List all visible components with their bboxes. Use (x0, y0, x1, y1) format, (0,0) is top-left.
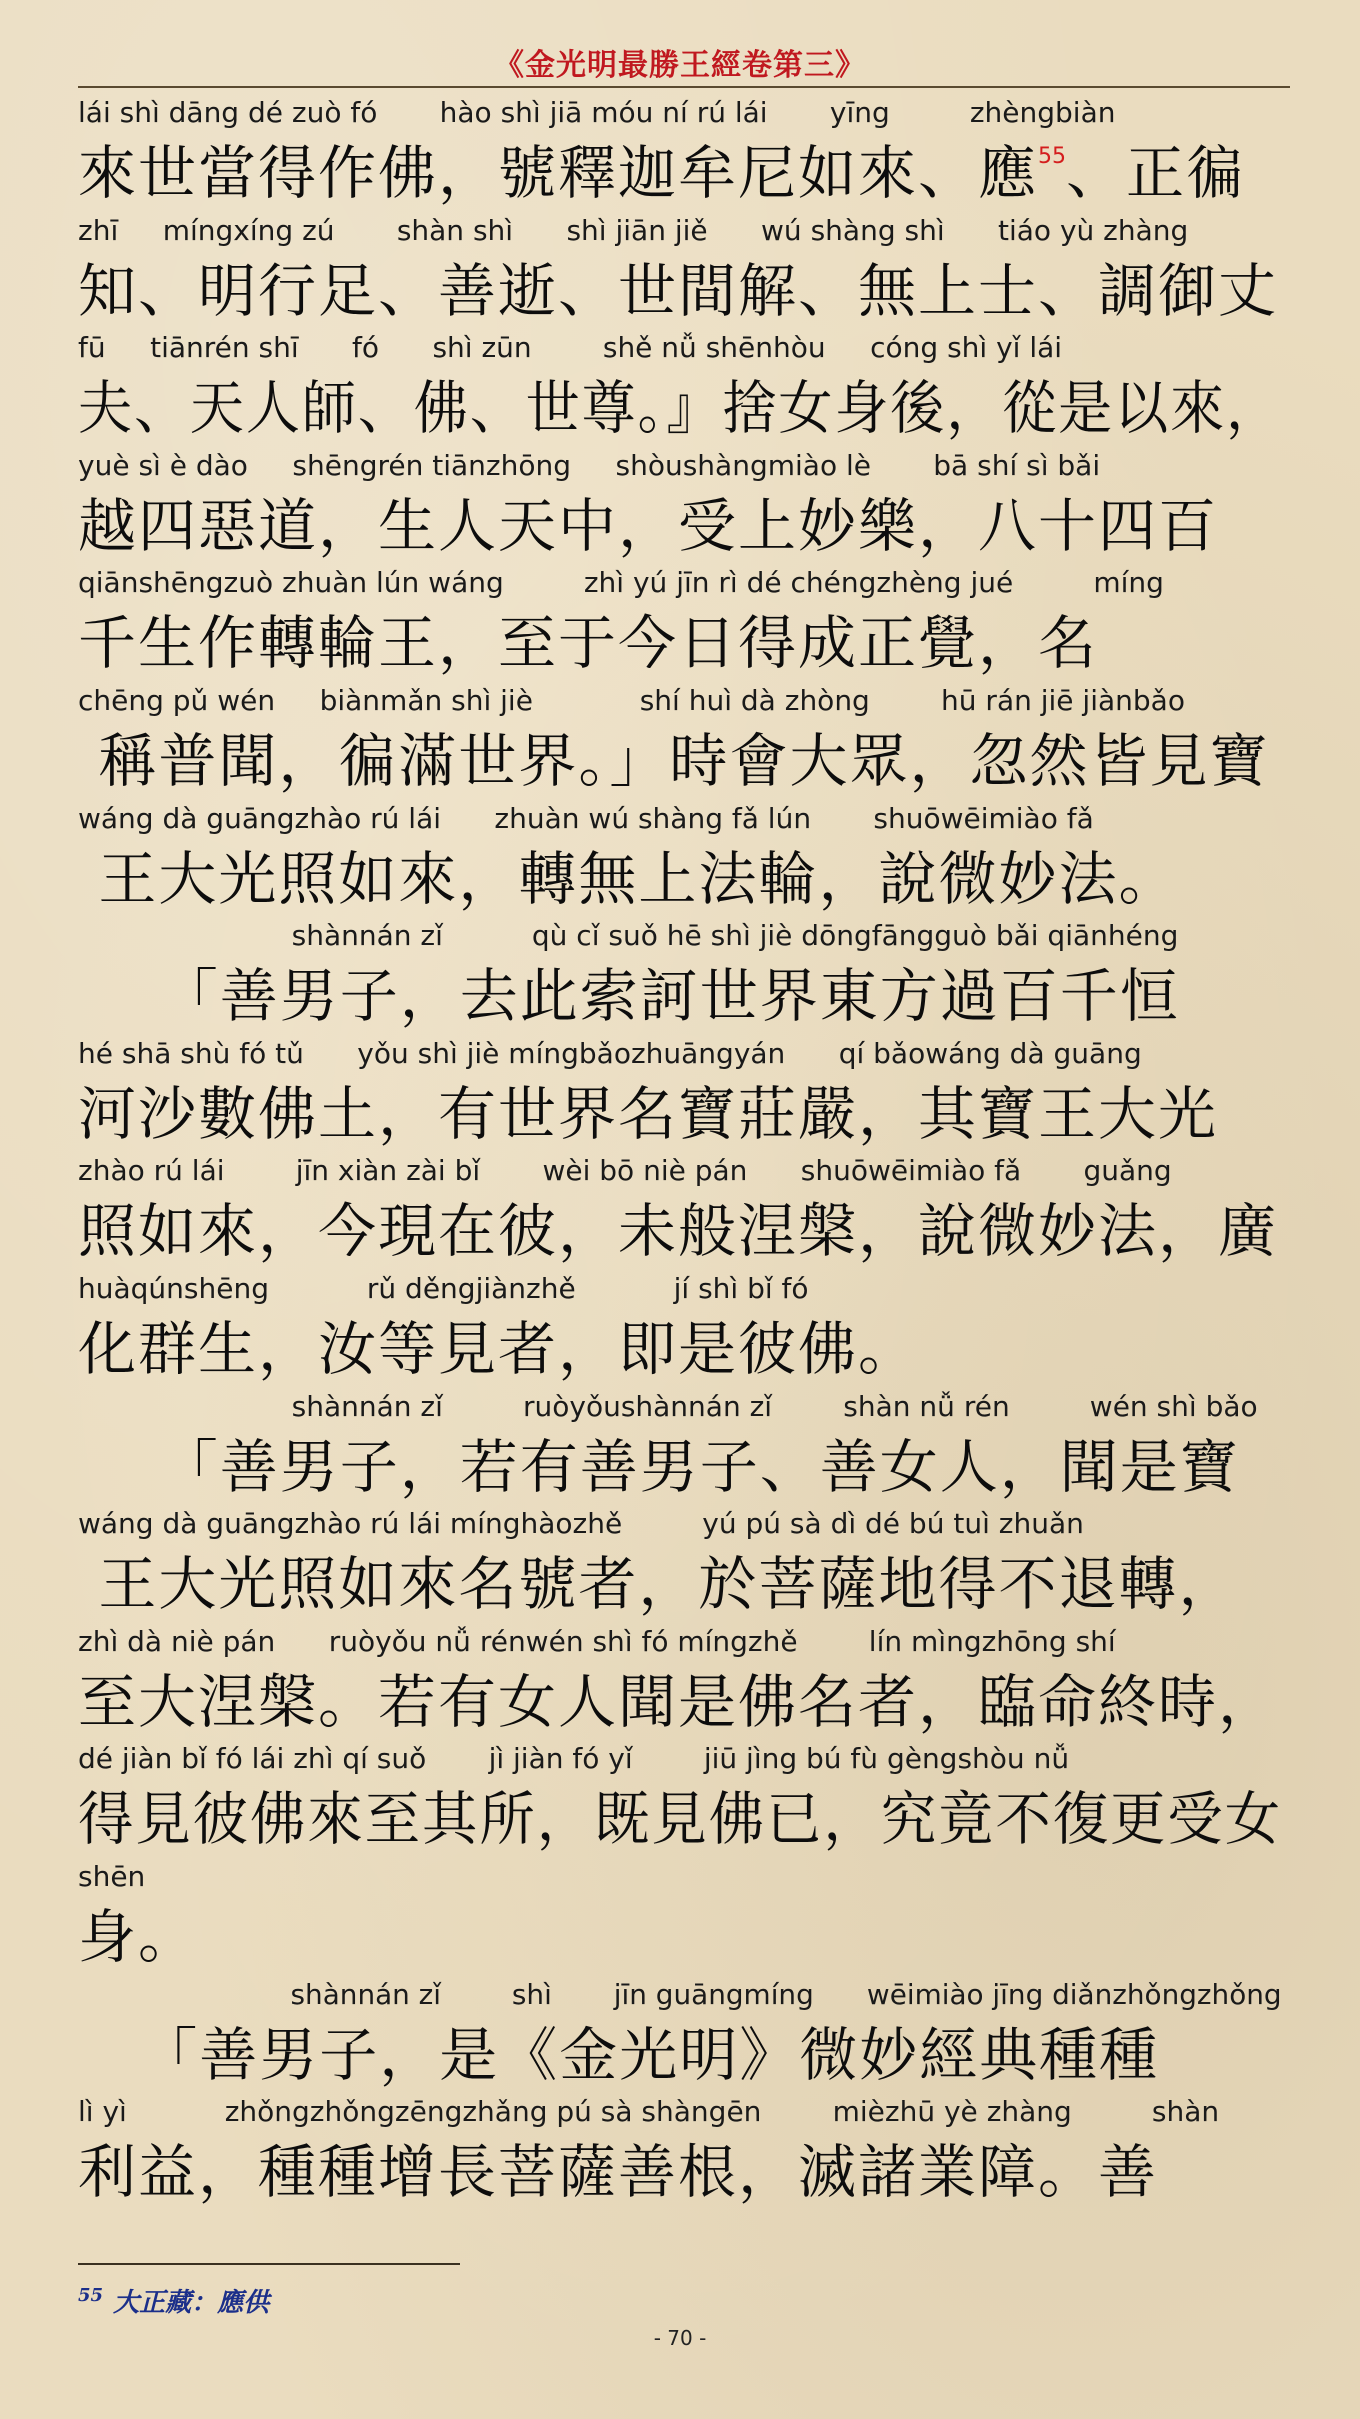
pinyin-annotation: dé jiàn bǐ fó lái zhì qí suǒ jì jiàn fó yǐ jiū jìng bú fù gèngshòu nǚ (78, 1742, 1070, 1776)
text-line (0, 684, 1360, 802)
scripture-text (78, 1067, 1218, 1151)
text-line (0, 96, 1360, 214)
text-line (0, 919, 1360, 1037)
scripture-text-segment: 「善男子，若有善男子、善女人，聞是寶 (78, 1432, 1240, 1501)
text-line (0, 1390, 1360, 1508)
footnote-divider (78, 2263, 460, 2265)
scripture-text-segment: 河沙數佛土，有世界名寶莊嚴，其寶王大光 (78, 1079, 1219, 1148)
footnote-number: 55 (78, 2285, 104, 2306)
scripture-text-segment: 照如來，今現在彼，未般涅槃，說微妙法，廣 (78, 1197, 1279, 1266)
scripture-text-segment: 、正徧 (1066, 139, 1247, 207)
pinyin-annotation: lái shì dāng dé zuò fó hào shì jiā móu ní rú lái yīng zhèngbiàn (78, 96, 1116, 129)
text-line (0, 566, 1360, 684)
text-line (0, 1037, 1360, 1155)
text-line (0, 1154, 1360, 1272)
text-line (0, 1625, 1360, 1743)
page-header-title: 《金光明最勝王經卷第三》 (494, 48, 866, 83)
pinyin-annotation: fū tiānrén shī fó shì zūn shě nǚ shēnhòu cóng shì yǐ lái (78, 331, 1063, 365)
scripture-text (78, 1537, 1238, 1621)
text-line (0, 1272, 1360, 1390)
scripture-text-segment: 越四惡道，生人天中，受上妙樂，八十四百 (78, 491, 1219, 560)
page-number: - 70 - (653, 2326, 707, 2350)
pinyin-annotation: lì yì zhǒngzhǒngzēngzhǎng pú sà shàngēn mièzhū yè zhàng shàn (78, 2095, 1220, 2129)
text-line (0, 1507, 1360, 1625)
scripture-text (78, 479, 1218, 563)
text-line (0, 2095, 1360, 2213)
scripture-text-segment: 「善男子，去此索訶世界東方過百千恒 (78, 962, 1180, 1031)
scripture-text-segment: 王大光照如來，轉無上法輪，說微妙法。 (78, 844, 1179, 913)
scripture-text-segment: 利益，種種增長菩薩善根，滅諸業障。善 (78, 2138, 1159, 2207)
scripture-text (78, 2008, 1159, 2092)
pinyin-annotation: zhào rú lái jīn xiàn zài bǐ wèi bō niè pán shuōwēimiào fǎ guǎng (78, 1154, 1172, 1188)
scripture-text-segment: 「善男子，是《金光明》微妙經典種種 (78, 2020, 1160, 2089)
scripture-text (78, 1655, 1278, 1739)
scripture-text (78, 2125, 1158, 2209)
scripture-text-segment: 千生作轉輪王，至于今日得成正覺，名 (78, 609, 1099, 678)
footnote-text: 大正藏：應供 (113, 2288, 270, 2318)
text-line (0, 214, 1360, 332)
text-line (0, 331, 1360, 449)
pinyin-annotation: shànnán zǐ qù cǐ suǒ hē shì jiè dōngfāngguò bǎi qiānhéng (78, 919, 1179, 953)
header-divider (78, 86, 1290, 88)
scripture-text (78, 1420, 1240, 1504)
scripture-text (78, 714, 1269, 798)
scripture-text-segment: 至大涅槃。若有女人聞是佛名者，臨命終時， (78, 1667, 1279, 1736)
scripture-text (78, 1890, 198, 1974)
text-line (0, 1860, 1360, 1978)
pinyin-annotation: chēng pǔ wén biànmǎn shì jiè shí huì dà zhòng hū rán jiē jiànbǎo (78, 684, 1185, 717)
pinyin-annotation: zhī míngxíng zú shàn shì shì jiān jiě wú shàng shì tiáo yù zhàng (78, 213, 1189, 247)
scripture-text (78, 1772, 1282, 1856)
text-line (0, 1742, 1360, 1860)
text-line (0, 449, 1360, 567)
pinyin-annotation: shànnán zǐ ruòyǒushànnán zǐ shàn nǚ rén wén shì bǎo (78, 1389, 1258, 1423)
scripture-text (78, 361, 1282, 445)
scripture-text (78, 832, 1178, 916)
pinyin-annotation: yuè sì è dào shēngrén tiānzhōng shòushàngmiào lè bā shí sì bǎi (78, 448, 1101, 482)
footnote (78, 2282, 269, 2319)
pinyin-annotation: shēn (78, 1860, 146, 1893)
scripture-text (78, 949, 1180, 1033)
pinyin-annotation: qiānshēngzuò zhuàn lún wáng zhì yú jīn rì dé chéngzhèng jué míng (78, 566, 1164, 600)
pinyin-annotation: wáng dà guāngzhào rú lái mínghàozhě yú pú sà dì dé bú tuì zhuǎn (78, 1507, 1084, 1541)
scripture-text (78, 244, 1278, 328)
scripture-text (78, 1184, 1278, 1268)
pinyin-annotation: hé shā shù fó tǔ yǒu shì jiè míngbǎozhuāngyán qí bǎowáng dà guāng (78, 1036, 1142, 1070)
text-line (0, 802, 1360, 920)
scripture-text-segment: 化群生，汝等見者，即是彼佛。 (78, 1315, 919, 1383)
scripture-text-segment: 夫、天人師、佛、世尊。』捨女身後，從是以來， (78, 374, 1283, 443)
scripture-text-segment: 得見彼佛來至其所，既見佛已，究竟不復更受女 (78, 1785, 1283, 1854)
scripture-text-segment: 王大光照如來名號者，於菩薩地得不退轉， (78, 1550, 1239, 1619)
pinyin-annotation: huàqúnshēng rǔ děngjiànzhě jí shì bǐ fó (78, 1272, 809, 1305)
scripture-text (78, 596, 1098, 680)
text-line (0, 1978, 1360, 2096)
scripture-text-segment: 知、明行足、善逝、世間解、無上士、調御丈 (78, 256, 1279, 325)
scripture-text (78, 126, 1246, 210)
pinyin-annotation: shànnán zǐ shì jīn guāngmíng wēimiào jīng diǎnzhǒngzhǒng (78, 1977, 1282, 2011)
scripture-text-segment: 稱普聞，徧滿世界。」時會大眾，忽然皆見寶 (78, 727, 1270, 795)
scripture-text (78, 1302, 918, 1386)
scripture-text-segment: 身。 (78, 1903, 199, 1971)
footnote-reference[interactable]: 55 (1038, 144, 1067, 169)
scripture-text-segment: 來世當得作佛，號釋迦牟尼如來、應 (78, 139, 1039, 207)
pinyin-annotation: zhì dà niè pán ruòyǒu nǚ rénwén shì fó míngzhě lín mìngzhōng shí (78, 1624, 1116, 1658)
pinyin-annotation: wáng dà guāngzhào rú lái zhuàn wú shàng fǎ lún shuōwēimiào fǎ (78, 801, 1094, 835)
